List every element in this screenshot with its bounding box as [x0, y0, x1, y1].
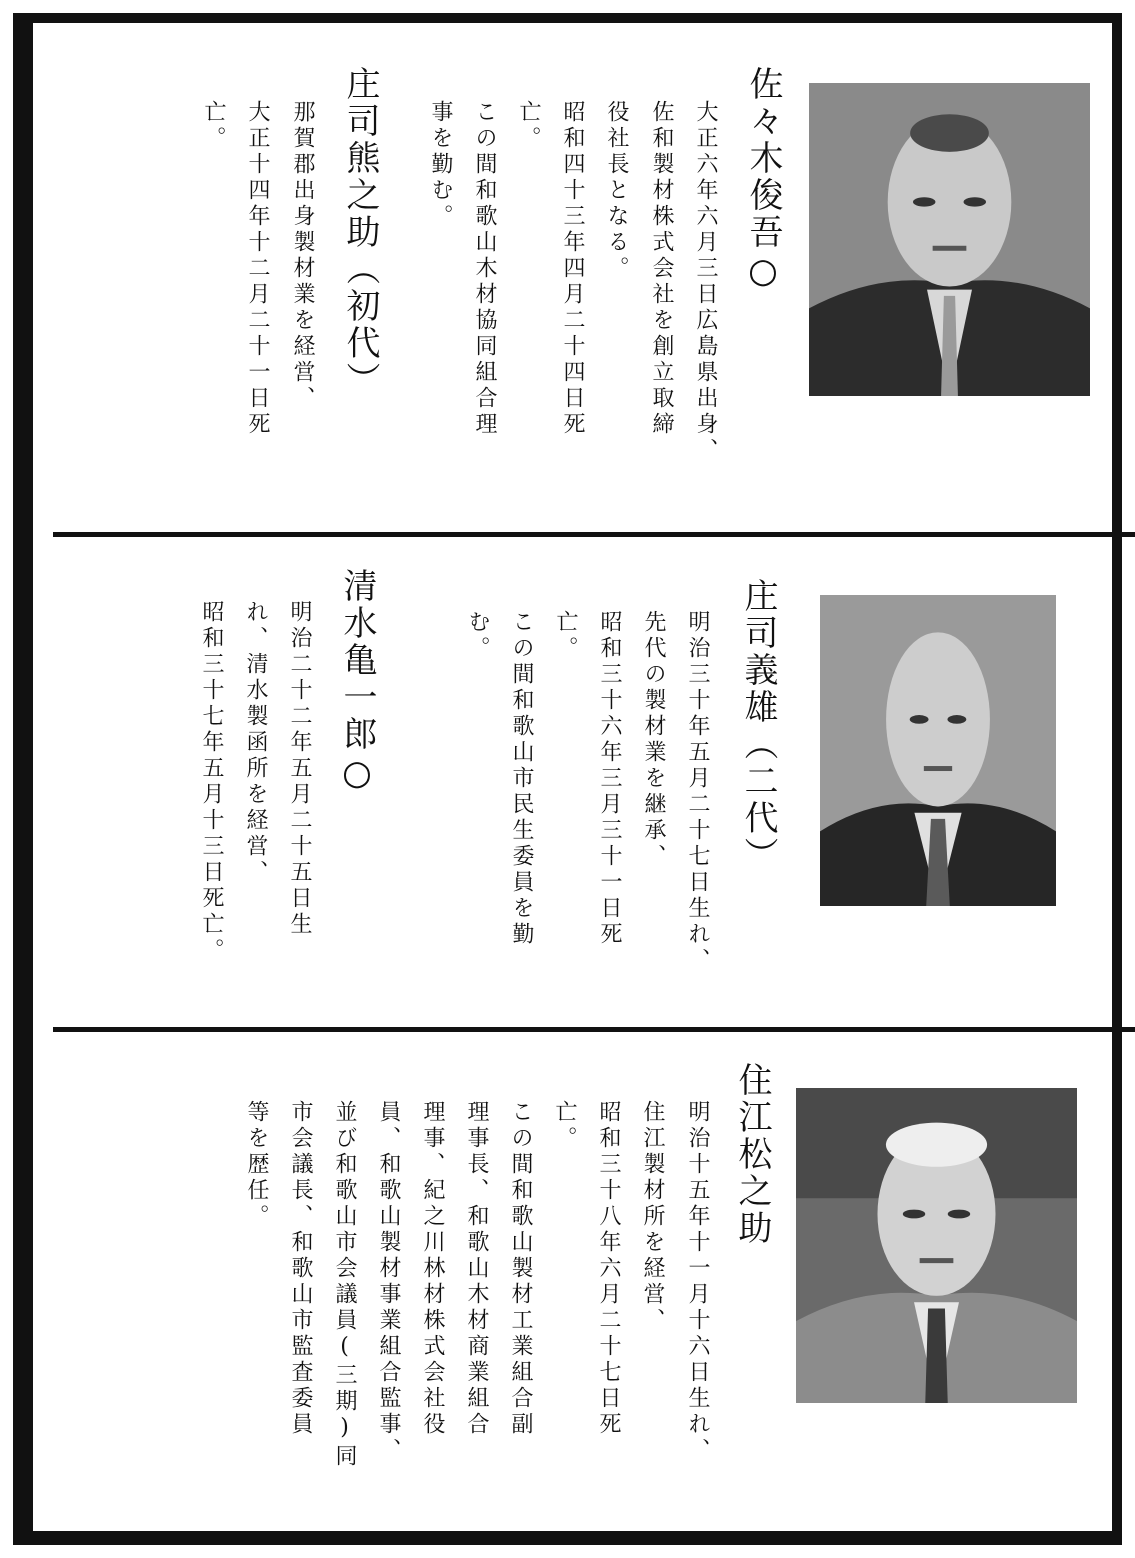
section-divider — [53, 532, 1135, 537]
bio-line: 佐和製材株式会社を創立取締 — [649, 100, 674, 438]
bio-line: 理事、紀之川林材株式会社役 — [420, 1100, 445, 1438]
bio-line: 昭和三十六年三月三十一日死 — [597, 610, 622, 948]
portrait-photo-sumie — [796, 1088, 1077, 1403]
bio-line: 大正六年六月三日広島県出身、 — [693, 100, 718, 464]
bio-line: 先代の製材業を継承、 — [641, 610, 666, 870]
person-name: 庄司義雄（二代） — [738, 578, 778, 874]
bio-line: む。 — [465, 610, 490, 662]
bio-line: 事を勤む。 — [428, 100, 453, 230]
bio-line: 理事長、和歌山木材商業組合 — [464, 1100, 489, 1438]
bio-line: 明治二十二年五月二十五日生 — [287, 600, 312, 938]
bio-line: 昭和三十七年五月十三日死亡。 — [199, 600, 224, 964]
person-name: 住江松之助 — [732, 1062, 772, 1247]
bio-line: 明治三十年五月二十七日生れ、 — [685, 610, 710, 974]
bio-line: 役社長となる。 — [604, 100, 629, 282]
person-name: 清水亀一郎○ — [337, 568, 377, 796]
bio-line: 住江製材所を経営、 — [640, 1100, 665, 1334]
bio-line: 亡。 — [552, 1100, 577, 1152]
bio-line: この間和歌山市民生委員を勤 — [509, 610, 534, 948]
bio-line: 亡。 — [201, 100, 226, 152]
bio-line: 昭和三十八年六月二十七日死 — [596, 1100, 621, 1438]
bio-line: 市会議長、和歌山市監査委員 — [288, 1100, 313, 1438]
bio-line: 並び和歌山市会議員(三期)同 — [332, 1100, 357, 1470]
bio-line: この間和歌山製材工業組合副 — [508, 1100, 533, 1438]
person-name: 庄司熊之助（初代） — [340, 66, 380, 399]
bio-line: 那賀郡出身製材業を経営、 — [290, 100, 315, 412]
bio-line: 亡。 — [516, 100, 541, 152]
bio-line: この間和歌山木材協同組合理 — [472, 100, 497, 438]
portrait-photo-shoji-yoshio — [820, 595, 1056, 906]
bio-line: 亡。 — [553, 610, 578, 662]
person-name: 佐々木俊吾○ — [743, 66, 783, 294]
bio-line: 大正十四年十二月二十一日死 — [245, 100, 270, 438]
bio-line: 明治十五年十一月十六日生れ、 — [685, 1100, 710, 1464]
section-divider — [53, 1027, 1135, 1032]
portrait-photo-sasaki — [809, 83, 1090, 396]
bio-line: 昭和四十三年四月二十四日死 — [560, 100, 585, 438]
bio-line: 員、和歌山製材事業組合監事、 — [376, 1100, 401, 1464]
bio-line: 等を歴任。 — [244, 1100, 269, 1230]
bio-line: れ、清水製函所を経営、 — [243, 600, 268, 886]
